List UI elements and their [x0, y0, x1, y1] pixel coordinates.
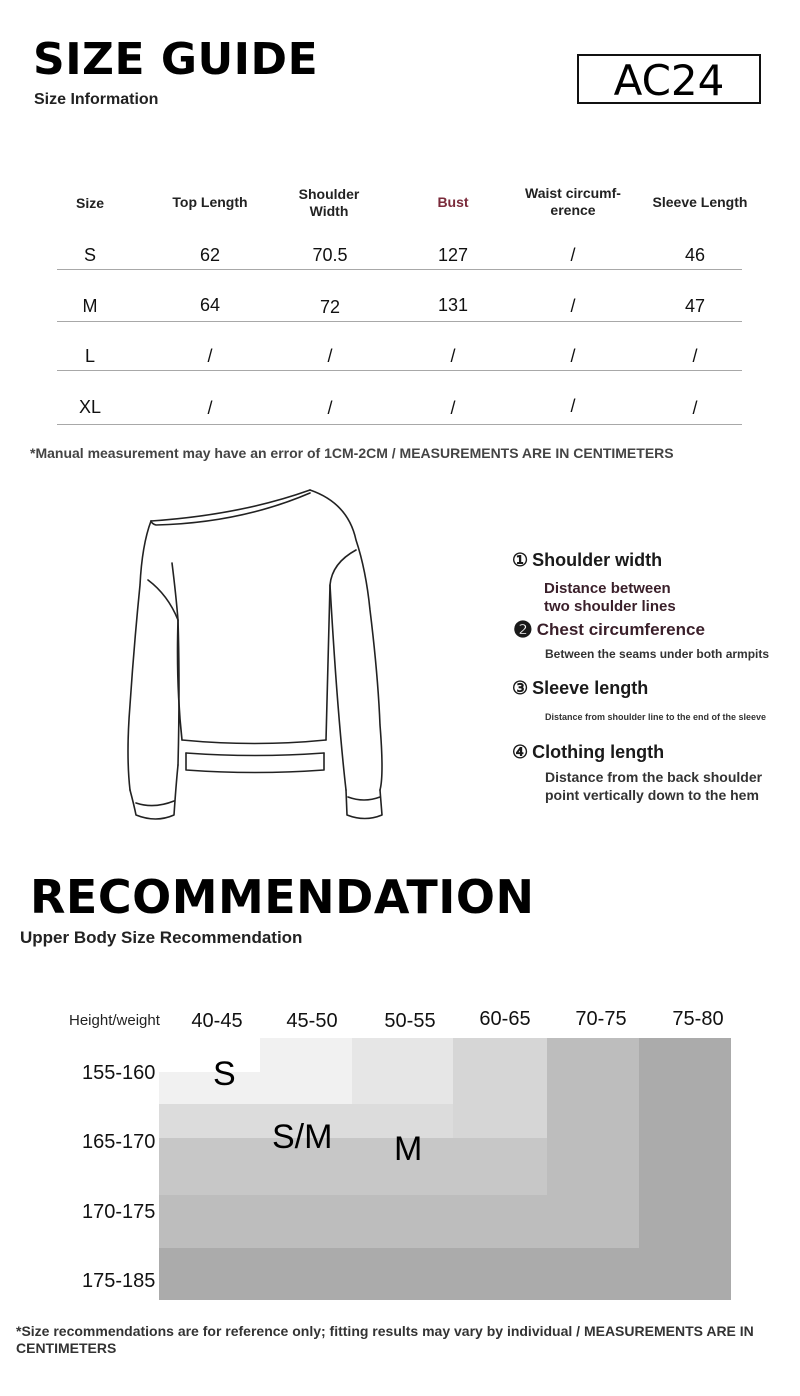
number-one-icon: ① — [512, 550, 529, 570]
page-subtitle: Size Information — [34, 91, 159, 108]
col-header-bust: Bust — [437, 194, 469, 210]
legend-item-chest — [513, 617, 705, 643]
number-two-icon: ❷ — [513, 617, 533, 642]
grid-region — [159, 1072, 260, 1104]
product-code-badge: AC24 — [577, 54, 761, 104]
table-cell: / — [570, 346, 576, 366]
table-cell: / — [570, 296, 576, 316]
table-cell: M — [82, 296, 98, 316]
table-cell: 72 — [319, 297, 341, 317]
height-header: 170-175 — [82, 1201, 156, 1223]
weight-header: 70-75 — [575, 1008, 627, 1030]
recommendation-subtitle: Upper Body Size Recommendation — [20, 928, 303, 947]
table-cell: 46 — [684, 245, 706, 265]
page-title: SIZE GUIDE — [33, 34, 319, 85]
size-label-sm: S/M — [272, 1118, 333, 1156]
legend-title: Chest circumference — [536, 620, 705, 639]
col-header-waist: Waist circumf-erence — [525, 185, 621, 218]
table-cell: 64 — [199, 295, 221, 315]
table-cell: / — [450, 398, 456, 418]
recommendation-note: *Size recommendations are for reference only; fitting results may vary by individual / MEASUREMENTS ARE IN CENTIMETERS — [16, 1323, 754, 1356]
table-cell: / — [570, 396, 576, 416]
table-cell: / — [327, 346, 333, 366]
col-header-shoulder-width: Shoulder Width — [298, 186, 360, 219]
table-cell: 131 — [437, 295, 469, 315]
grid-region — [260, 1038, 352, 1104]
col-header-size: Size — [75, 195, 104, 211]
weight-header: 40-45 — [191, 1010, 243, 1032]
table-cell: / — [570, 245, 576, 265]
table-cell: / — [450, 346, 456, 366]
table-cell: / — [692, 346, 698, 366]
legend-item-clothing-length — [512, 742, 664, 763]
table-cell: S — [83, 245, 96, 265]
size-label-s: S — [213, 1055, 236, 1093]
weight-header: 75-80 — [672, 1008, 724, 1030]
legend-description: Distance from the back shoulder point vertically down to the hem — [545, 769, 763, 803]
table-cell: / — [692, 398, 698, 418]
legend-title: Clothing length — [532, 742, 665, 762]
weight-header: 50-55 — [384, 1010, 436, 1032]
legend-description: Between the seams under both armpits — [545, 647, 770, 661]
grid-region — [159, 1195, 639, 1248]
size-label-m: M — [394, 1130, 423, 1168]
table-cell: / — [207, 346, 213, 366]
table-cell: 47 — [684, 296, 706, 316]
grid-region — [453, 1038, 547, 1138]
number-four-icon: ④ — [512, 742, 529, 762]
measurement-note: *Manual measurement may have an error of 1CM-2CM / MEASUREMENTS ARE IN CENTIMETERS — [30, 445, 674, 461]
height-header: 175-185 — [82, 1270, 156, 1292]
col-header-sleeve-length: Sleeve Length — [652, 194, 748, 210]
legend-title: Shoulder width — [532, 550, 663, 570]
corner-label: Height/weight — [69, 1012, 160, 1029]
grid-region — [159, 1138, 547, 1195]
table-cell: / — [207, 398, 213, 418]
row-divider — [57, 424, 742, 425]
table-cell: / — [327, 398, 333, 418]
grid-region — [159, 1248, 731, 1300]
row-divider — [57, 269, 742, 270]
legend-description: Distance from shoulder line to the end of the sleeve — [545, 712, 767, 722]
weight-header: 45-50 — [286, 1010, 338, 1032]
legend-title: Sleeve length — [532, 678, 649, 698]
sweatshirt-illustration — [120, 485, 395, 845]
height-header: 165-170 — [82, 1131, 156, 1153]
table-cell: 70.5 — [312, 245, 348, 265]
height-header: 155-160 — [82, 1062, 156, 1084]
table-cell: 127 — [437, 245, 469, 265]
legend-item-sleeve-length — [512, 678, 648, 699]
number-three-icon: ③ — [512, 678, 529, 698]
recommendation-title: RECOMMENDATION — [30, 870, 535, 924]
table-cell: XL — [78, 397, 102, 417]
weight-header: 60-65 — [479, 1008, 531, 1030]
table-cell: L — [84, 346, 95, 366]
table-cell: 62 — [199, 245, 221, 265]
legend-description: Distance between two shoulder lines — [544, 580, 676, 615]
row-divider — [57, 321, 742, 322]
col-header-top-length: Top Length — [172, 194, 248, 210]
legend-item-shoulder-width — [512, 550, 662, 571]
row-divider — [57, 370, 742, 371]
